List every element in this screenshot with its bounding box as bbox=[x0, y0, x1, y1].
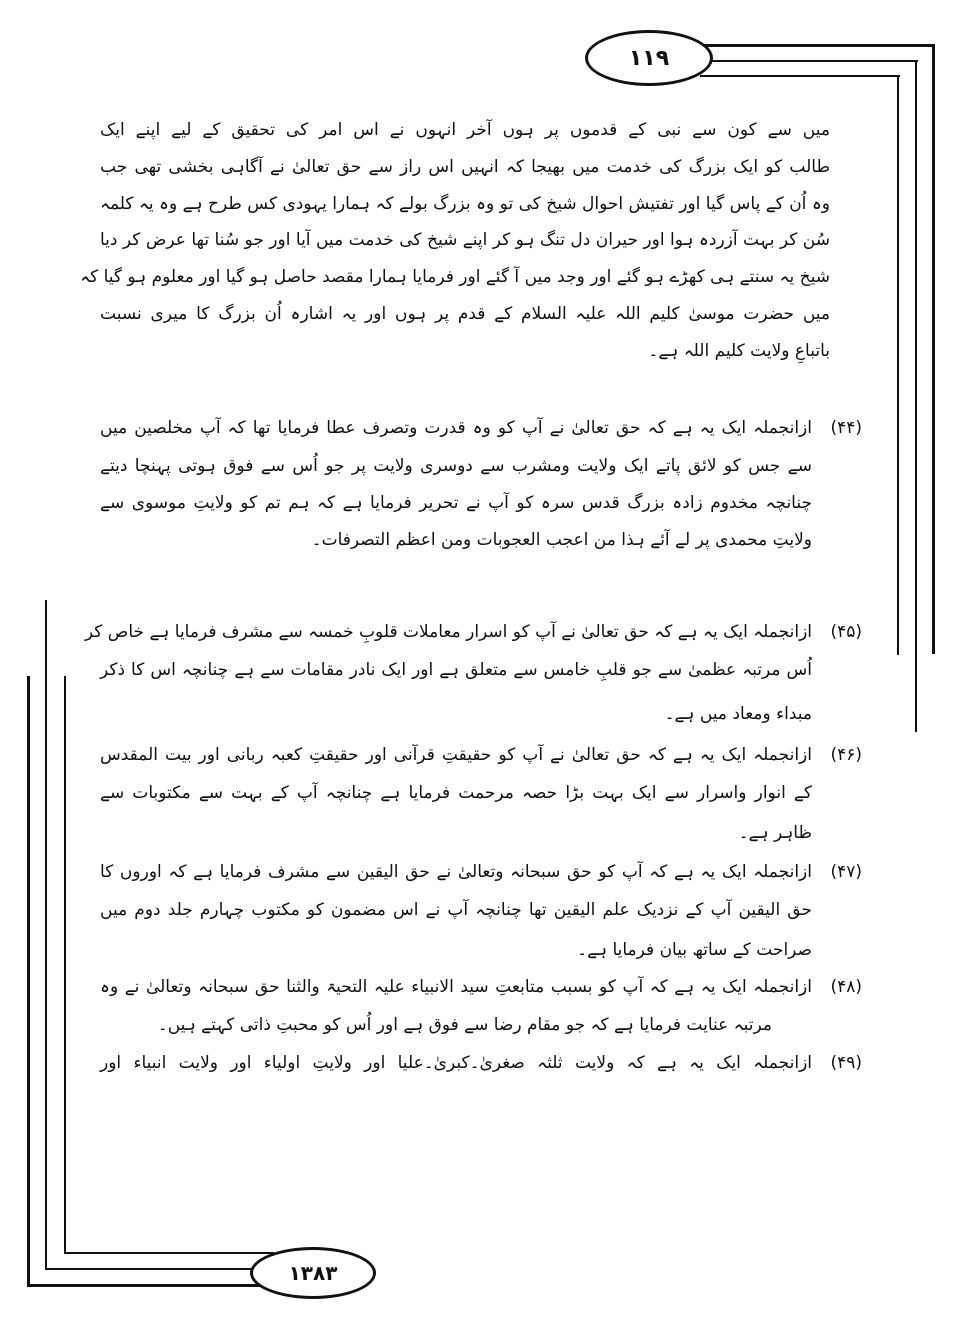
frame-line-right-inner bbox=[897, 75, 899, 655]
intro-line: میں سے کون سے نبی کے قدموں پر ہوں آخر انہوں نے اس امر کی تحقیق کے لیے اپنے ایک bbox=[100, 120, 830, 140]
frame-line-top-middle bbox=[700, 60, 918, 62]
intro-line: سُن کر بہت آزردہ ہوا اور حیران دل تنگ ہو کر اپنے شیخ کی خدمت میں آیا اور جو سُنا تھا عرض کر دیا bbox=[100, 230, 830, 250]
item-line: مرتبہ عنایت فرمایا ہے کہ جو مقام رضا سے فوق ہے اور اُس کو محبتِ ذاتی کہتے ہیں۔ bbox=[157, 1015, 772, 1035]
intro-line: میں حضرت موسیٰ کلیم اللہ علیہ السلام کے قدم پر ہوں اور یہ اشارہ اُن بزرگ کا میری نسبت bbox=[100, 304, 830, 324]
page-number-bottom: ۱۳۸۳ bbox=[250, 1247, 376, 1299]
item-line: ازانجملہ ایک یہ ہے کہ حق تعالیٰ نے آپ کو حقیقتِ قرآنی اور حقیقتِ کعبہ ربانی اور بیت المقدس bbox=[100, 745, 812, 765]
item-line: ظاہر ہے۔ bbox=[738, 823, 812, 843]
intro-line: باتباعِ ولایت کلیم اللہ ہے۔ bbox=[648, 341, 830, 361]
item-number: (۴۸) bbox=[830, 977, 862, 997]
item-line: ازانجملہ ایک یہ ہے کہ حق تعالیٰ نے آپ کو اسرار معاملات قلوبِ خمسہ سے مشرف فرمایا ہے خاص کر bbox=[84, 622, 812, 642]
frame-line-bottom-outer bbox=[27, 1284, 267, 1287]
item-line: مبداء ومعاد میں ہے۔ bbox=[664, 704, 812, 724]
item-line: ازانجملہ ایک یہ ہے کہ ولایت ثلثہ صغریٰ۔کبریٰ۔علیا اور ولایتِ اولیاء اور ولایت انبیاء اور bbox=[100, 1053, 812, 1073]
frame-line-left-middle bbox=[45, 600, 47, 1270]
item-line: ولایتِ محمدی پر لے آئے ہذا من اعجب العجوبات ومن اعظم التصرفات۔ bbox=[311, 530, 812, 550]
intro-line: طالب کو ایک بزرگ کی خدمت میں بھیجا کہ انہیں اس راز سے حق تعالیٰ نے آگاہی بخشی تھی جب bbox=[100, 157, 830, 177]
intro-line: وہ اُن کے پاس گیا اور تفتیش احوال شیخ کی تو وہ بزرگ بولے کہ ہمارا یہودی کس طرح ہے وہ یہ کلمہ bbox=[100, 194, 830, 214]
item-number: (۴۹) bbox=[830, 1053, 862, 1073]
item-line: صراحت کے ساتھ بیان فرمایا ہے۔ bbox=[577, 940, 812, 960]
frame-line-bottom-middle bbox=[45, 1268, 260, 1270]
frame-line-top-outer bbox=[700, 44, 935, 47]
item-line: اُس مرتبہ عظمیٰ سے جو قلبِ خامس سے متعلق ہے اور ایک نادر مقامات سے ہے چنانچہ اس کا ذکر bbox=[100, 660, 812, 680]
item-line: چنانچہ مخدوم زادہ بزرگ قدس سرہ کو آپ نے تحریر فرمایا ہے کہ ہم تم کو ولایتِ موسوی سے bbox=[100, 493, 812, 513]
item-number: (۴۴) bbox=[830, 418, 862, 438]
frame-line-left-outer bbox=[27, 676, 30, 1286]
intro-line: شیخ یہ سنتے ہی کھڑے ہو گئے اور وجد میں آ گئے اور فرمایا ہمارا مقصد حاصل ہو گیا اور معلوم ہو گیا کہ bbox=[80, 267, 830, 287]
item-line: حق الیقین آپ کے نزدیک علم الیقین تھا چنانچہ آپ نے اس مضمون کو مکتوب چہارم جلد دوم میں bbox=[100, 900, 812, 920]
item-line: ازانجملہ ایک یہ ہے کہ آپ کو حق سبحانہ وتعالیٰ نے حق الیقین سے مشرف فرمایا ہے کہ اوروں کا bbox=[100, 862, 812, 882]
item-number: (۴۶) bbox=[830, 745, 862, 765]
frame-line-left-inner bbox=[64, 676, 66, 1254]
item-line: کے انوار واسرار سے ایک بہت بڑا حصہ مرحمت فرمایا ہے چنانچہ آپ کے بہت سے مکتوبات سے bbox=[100, 783, 812, 803]
item-line: سے جس کو لائق پاتے ایک ولایت ومشرب سے دوسری ولایت پر جو اُس سے فوق ہوتی پہنچا دیتے bbox=[100, 456, 812, 476]
frame-line-top-inner bbox=[700, 75, 900, 77]
frame-line-right-outer bbox=[932, 44, 935, 654]
item-number: (۴۵) bbox=[830, 622, 862, 642]
frame-line-right-middle bbox=[915, 60, 917, 732]
item-line: ازانجملہ ایک یہ ہے کہ آپ کو بسبب متابعتِ سید الانبیاء علیہ التحیۃ والثنا حق سبحانہ وتعالیٰ نے وہ bbox=[100, 977, 812, 997]
frame-line-bottom-inner bbox=[64, 1252, 274, 1254]
item-line: ازانجملہ ایک یہ ہے کہ حق تعالیٰ نے آپ کو وہ قدرت وتصرف عطا فرمایا تھا کہ آپ مخلصین میں bbox=[100, 418, 812, 438]
item-number: (۴۷) bbox=[830, 862, 862, 882]
page-number-top: ۱۱۹ bbox=[585, 30, 713, 86]
